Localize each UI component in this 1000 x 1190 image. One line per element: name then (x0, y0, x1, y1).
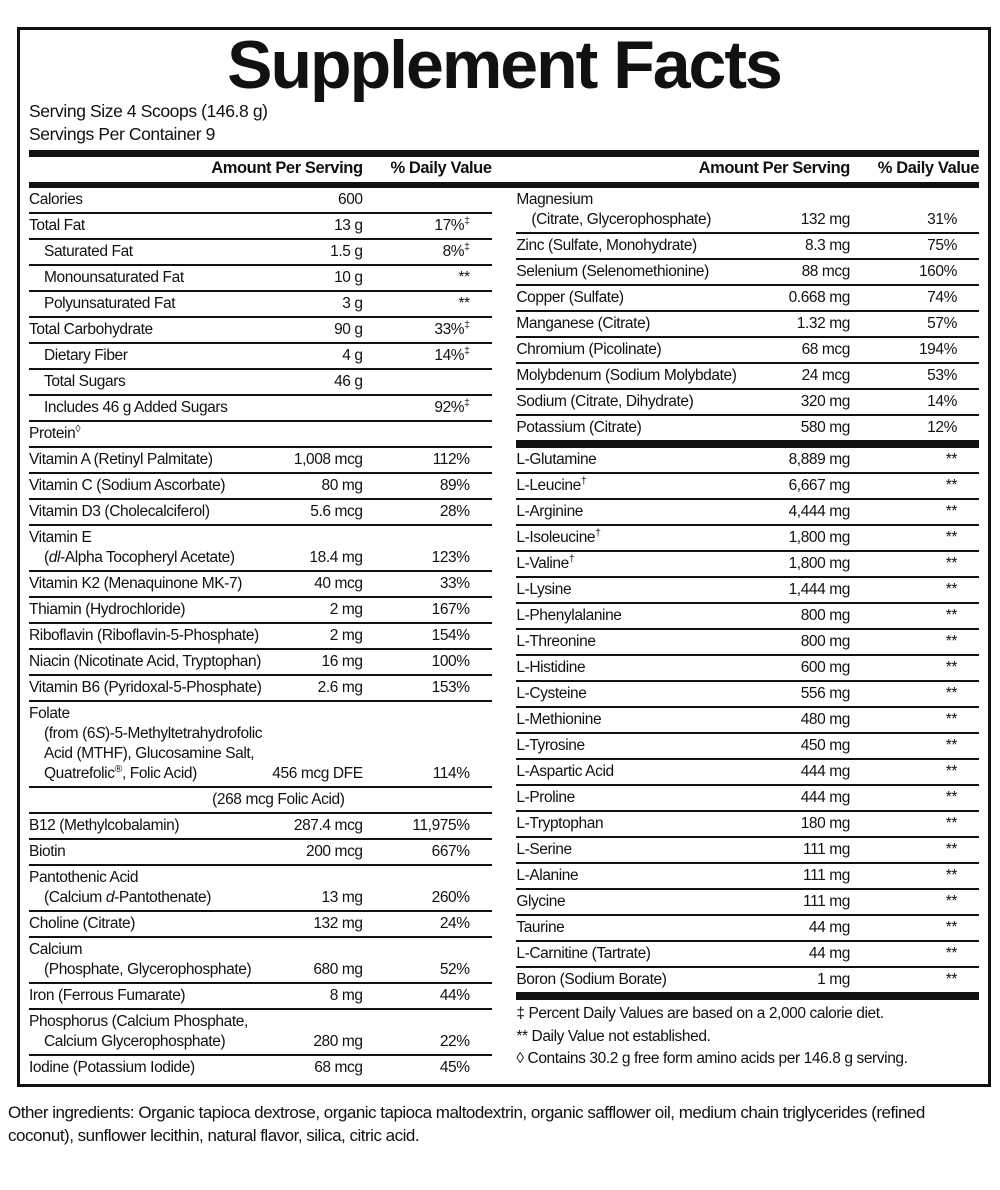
nutrient-name: Vitamin K2 (Menaquinone MK-7) (29, 575, 242, 592)
amount-per-serving-value: 4 g (342, 347, 363, 364)
daily-value-percent: ** (945, 737, 957, 754)
daily-value-percent: 160% (918, 263, 957, 280)
amount-per-serving-value: 68 mcg (314, 1059, 363, 1076)
nutrient-name: Phosphorus (Calcium Phosphate, Calcium Glycerophosphate) (29, 1013, 248, 1050)
amount-per-serving-value: 2 mg (329, 601, 363, 618)
amount-per-serving-value: 2 mg (329, 627, 363, 644)
daily-value-percent: 31% (927, 211, 957, 228)
divider-bar (516, 992, 979, 1000)
footnote-line: ‡ Percent Daily Values are based on a 2,000 calorie diet. (516, 1005, 884, 1022)
nutrient-row (516, 188, 979, 234)
amount-per-serving-value: 1 mg (817, 971, 850, 988)
amount-per-serving-value: 444 mg (800, 789, 850, 806)
column-headers (29, 159, 979, 182)
amount-per-serving-value: 46 g (334, 373, 363, 390)
nutrient-name: L-Proline (516, 789, 575, 806)
nutrient-row (516, 656, 979, 682)
nutrient-name: L-Isoleucine† (516, 526, 601, 546)
nutrient-name: Glycine (516, 893, 566, 910)
amount-per-serving-value: 0.668 mg (788, 289, 850, 306)
nutrient-name: L-Arginine (516, 503, 584, 520)
nutrient-name: L-Tryptophan (516, 815, 604, 832)
footnote-line: ** Daily Value not established. (516, 1027, 711, 1045)
nutrient-name: Pantothenic Acid (Calcium d-Pantothenate) (29, 869, 212, 906)
nutrient-name: Total Sugars (44, 373, 126, 390)
nutrient-name: Includes 46 g Added Sugars (44, 399, 228, 416)
nutrient-row (516, 312, 979, 338)
footnote-line: ◊ Contains 30.2 g free form amino acids per 146.8 g serving. (516, 1050, 908, 1067)
nutrient-name: Chromium (Picolinate) (516, 341, 662, 358)
amount-per-serving-header: Amount Per Serving (698, 159, 850, 177)
nutrient-row (516, 416, 979, 440)
nutrient-row (29, 370, 492, 396)
nutrient-row (29, 866, 492, 912)
nutrient-row (516, 260, 979, 286)
nutrient-row (516, 552, 979, 578)
daily-value-percent: 8%‡ (442, 240, 470, 260)
nutrient-name: L-Histidine (516, 659, 586, 676)
nutrient-row (29, 266, 492, 292)
nutrient-name: Folate (from (6S)-5-Methyltetrahydrofolic Acid (MTHF), Glucosamine Salt, Quatrefolic®, Folic Acid) (29, 705, 263, 782)
amount-per-serving-value: 450 mg (800, 737, 850, 754)
nutrient-name: Thiamin (Hydrochloride) (29, 601, 186, 618)
nutrient-row (516, 942, 979, 968)
nutrient-name: Vitamin D3 (Cholecalciferol) (29, 503, 210, 520)
nutrient-name: Monounsaturated Fat (44, 269, 184, 286)
panel-title: Supplement Facts (227, 27, 781, 103)
nutrient-name: L-Alanine (516, 867, 579, 884)
nutrient-row (29, 702, 492, 788)
daily-value-percent: ** (945, 893, 957, 910)
nutrient-row (29, 500, 492, 526)
nutrient-row (29, 474, 492, 500)
nutrient-name: Riboflavin (Riboflavin-5-Phosphate) (29, 627, 259, 644)
nutrient-row (29, 814, 492, 840)
amount-per-serving-value: 1,800 mg (788, 529, 850, 546)
amount-per-serving-value: 800 mg (800, 633, 850, 650)
nutrient-row (29, 984, 492, 1010)
nutrient-row (29, 526, 492, 572)
nutrient-name: Total Fat (29, 217, 85, 234)
amount-per-serving-value: 111 mg (803, 867, 850, 884)
nutrient-name: Vitamin A (Retinyl Palmitate) (29, 451, 213, 468)
nutrient-row (516, 578, 979, 604)
nutrient-row (516, 682, 979, 708)
nutrient-row (516, 760, 979, 786)
amount-per-serving-value: 68 mcg (801, 341, 850, 358)
nutrient-name: Vitamin C (Sodium Ascorbate) (29, 477, 226, 494)
daily-value-percent: 260% (431, 889, 470, 906)
daily-value-percent: 22% (439, 1033, 470, 1050)
amount-per-serving-value: 80 mg (321, 477, 363, 494)
nutrient-subnote-row: (268 mcg Folic Acid) (29, 788, 492, 814)
nutrient-row (516, 812, 979, 838)
nutrient-name: Protein◊ (29, 422, 81, 442)
nutrient-row (29, 598, 492, 624)
daily-value-percent: ** (945, 971, 957, 988)
nutrient-row (516, 526, 979, 552)
divider-bar (516, 440, 979, 448)
daily-value-percent: ** (945, 841, 957, 858)
nutrient-row (29, 318, 492, 344)
nutrient-name: Vitamin E (dl-Alpha Tocopheryl Acetate) (29, 529, 235, 566)
supplement-facts-panel (17, 27, 991, 1087)
nutrient-name: L-Serine (516, 841, 572, 858)
nutrient-row (516, 604, 979, 630)
daily-value-percent: 167% (431, 601, 470, 618)
nutrient-row (29, 344, 492, 370)
nutrient-row (29, 188, 492, 214)
nutrient-row (29, 214, 492, 240)
serving-size: Serving Size 4 Scoops (146.8 g) (29, 101, 268, 121)
nutrient-name: Calories (29, 191, 83, 208)
nutrient-name: Molybdenum (Sodium Molybdate) (516, 367, 737, 384)
amount-per-serving-value: 88 mcg (801, 263, 850, 280)
amount-per-serving-value: 5.6 mcg (310, 503, 363, 520)
nutrient-row (516, 286, 979, 312)
daily-value-header: % Daily Value (877, 159, 979, 177)
amount-per-serving-header: Amount Per Serving (211, 159, 363, 177)
nutrient-row (29, 1056, 492, 1080)
nutrient-row (516, 448, 979, 474)
daily-value-percent: ** (945, 477, 957, 494)
nutrient-name: L-Phenylalanine (516, 607, 622, 624)
nutrient-name: Boron (Sodium Borate) (516, 971, 667, 988)
daily-value-percent: 11,975% (412, 817, 470, 834)
nutrient-row (516, 916, 979, 942)
amount-per-serving-value: 4,444 mg (788, 503, 850, 520)
nutrient-name: Copper (Sulfate) (516, 289, 624, 306)
daily-value-header: % Daily Value (390, 159, 492, 177)
nutrient-name: Manganese (Citrate) (516, 315, 651, 332)
nutrient-row (29, 650, 492, 676)
footnotes (516, 1003, 979, 1071)
daily-value-percent: 14% (927, 393, 957, 410)
amount-per-serving-value: 44 mg (808, 919, 850, 936)
amount-per-serving-value: 444 mg (800, 763, 850, 780)
nutrient-name: B12 (Methylcobalamin) (29, 817, 180, 834)
nutrient-name: Vitamin B6 (Pyridoxal-5-Phosphate) (29, 679, 262, 696)
daily-value-percent: 44% (439, 987, 470, 1004)
amount-per-serving-value: 44 mg (808, 945, 850, 962)
nutrient-name: Zinc (Sulfate, Monohydrate) (516, 237, 697, 254)
daily-value-percent: 92%‡ (434, 396, 470, 416)
nutrient-row (516, 364, 979, 390)
amount-per-serving-value: 1,800 mg (788, 555, 850, 572)
amount-per-serving-value: 600 mg (800, 659, 850, 676)
daily-value-percent: 154% (431, 627, 470, 644)
left-column-header (29, 159, 492, 182)
nutrient-row (29, 1010, 492, 1056)
amount-per-serving-value: 24 mcg (801, 367, 850, 384)
daily-value-percent: 52% (439, 961, 470, 978)
nutrient-row (29, 840, 492, 866)
daily-value-percent: 114% (432, 765, 470, 782)
nutrient-row (29, 292, 492, 318)
nutrient-row (516, 234, 979, 260)
amount-per-serving-value: 580 mg (800, 419, 850, 436)
daily-value-percent: ** (945, 945, 957, 962)
daily-value-percent: 33%‡ (434, 318, 470, 338)
daily-value-percent: 12% (927, 419, 957, 436)
nutrient-name: Choline (Citrate) (29, 915, 136, 932)
nutrient-row (516, 838, 979, 864)
nutrient-row (516, 390, 979, 416)
daily-value-percent: 45% (439, 1059, 470, 1076)
amount-per-serving-value: 40 mcg (314, 575, 363, 592)
nutrient-name: L-Carnitine (Tartrate) (516, 945, 651, 962)
amount-per-serving-value: 320 mg (800, 393, 850, 410)
left-nutrient-column (29, 188, 492, 1080)
nutrient-row (516, 474, 979, 500)
nutrient-row (516, 338, 979, 364)
servings-per-container: Servings Per Container 9 (29, 124, 215, 144)
nutrient-name: Magnesium (Citrate, Glycerophosphate) (516, 191, 711, 228)
nutrient-name: Dietary Fiber (44, 347, 128, 364)
daily-value-percent: ** (458, 295, 470, 312)
amount-per-serving-value: 1,008 mcg (293, 451, 363, 468)
amount-per-serving-value: 13 mg (321, 889, 363, 906)
nutrient-name: Total Carbohydrate (29, 321, 153, 338)
amount-per-serving-value: 2.6 mg (317, 679, 363, 696)
nutrient-name: Calcium (Phosphate, Glycerophosphate) (29, 941, 252, 978)
daily-value-percent: ** (945, 555, 957, 572)
daily-value-percent: 57% (927, 315, 957, 332)
amount-per-serving-value: 680 mg (313, 961, 363, 978)
nutrient-name: Iron (Ferrous Fumarate) (29, 987, 186, 1004)
daily-value-percent: 75% (927, 237, 957, 254)
nutrient-name: Iodine (Potassium Iodide) (29, 1059, 195, 1076)
nutrient-name: Polyunsaturated Fat (44, 295, 176, 312)
daily-value-percent: ** (945, 503, 957, 520)
nutrient-row (516, 500, 979, 526)
nutrient-row (516, 734, 979, 760)
amount-per-serving-value: 13 g (334, 217, 363, 234)
right-nutrient-column (516, 188, 979, 1080)
nutrient-row (29, 912, 492, 938)
nutrient-name: L-Aspartic Acid (516, 763, 614, 780)
daily-value-percent: ** (945, 581, 957, 598)
amount-per-serving-value: 8,889 mg (788, 451, 850, 468)
daily-value-percent: 28% (439, 503, 470, 520)
daily-value-percent: ** (945, 711, 957, 728)
daily-value-percent: ** (458, 269, 470, 286)
amount-per-serving-value: 180 mg (800, 815, 850, 832)
nutrient-name: Selenium (Selenomethionine) (516, 263, 709, 280)
daily-value-percent: 100% (431, 653, 470, 670)
daily-value-percent: ** (945, 451, 957, 468)
nutrient-row (29, 240, 492, 266)
amount-per-serving-value: 200 mcg (305, 843, 363, 860)
nutrient-row (516, 708, 979, 734)
nutrient-row (29, 938, 492, 984)
daily-value-percent: 123% (431, 549, 470, 566)
daily-value-percent: 194% (918, 341, 957, 358)
nutrient-name: L-Tyrosine (516, 737, 585, 754)
nutrient-row (29, 676, 492, 702)
nutrient-row (516, 968, 979, 992)
nutrient-name: Biotin (29, 843, 66, 860)
amount-per-serving-value: 18.4 mg (309, 549, 363, 566)
daily-value-percent: 153% (431, 679, 470, 696)
nutrient-name: Sodium (Citrate, Dihydrate) (516, 393, 694, 410)
nutrient-columns (29, 188, 979, 1080)
nutrient-row (516, 786, 979, 812)
daily-value-percent: 33% (439, 575, 470, 592)
daily-value-percent: 53% (927, 367, 957, 384)
nutrient-row (29, 448, 492, 474)
amount-per-serving-value: 287.4 mcg (293, 817, 363, 834)
daily-value-percent: 14%‡ (434, 344, 470, 364)
daily-value-percent: 17%‡ (434, 214, 470, 234)
amount-per-serving-value: 8 mg (329, 987, 363, 1004)
nutrient-row (29, 396, 492, 422)
amount-per-serving-value: 90 g (334, 321, 363, 338)
amount-per-serving-value: 10 g (334, 269, 363, 286)
amount-per-serving-value: 800 mg (800, 607, 850, 624)
daily-value-percent: 112% (432, 451, 470, 468)
nutrient-name: Taurine (516, 919, 565, 936)
amount-per-serving-value: 1,444 mg (788, 581, 850, 598)
right-column-header (516, 159, 979, 182)
amount-per-serving-value: 280 mg (313, 1033, 363, 1050)
amount-per-serving-value: 456 mcg DFE (272, 765, 363, 782)
amount-per-serving-value: 111 mg (803, 893, 850, 910)
amount-per-serving-value: 480 mg (800, 711, 850, 728)
amount-per-serving-value: 1.5 g (330, 243, 363, 260)
nutrient-row (29, 422, 492, 448)
nutrient-name: L-Valine† (516, 552, 575, 572)
daily-value-percent: ** (945, 685, 957, 702)
daily-value-percent: ** (945, 633, 957, 650)
daily-value-percent: ** (945, 607, 957, 624)
amount-per-serving-value: 8.3 mg (805, 237, 850, 254)
nutrient-name: Potassium (Citrate) (516, 419, 642, 436)
daily-value-percent: ** (945, 815, 957, 832)
nutrient-name: L-Glutamine (516, 451, 597, 468)
amount-per-serving-value: 16 mg (321, 653, 363, 670)
daily-value-percent: 667% (431, 843, 470, 860)
daily-value-percent: ** (945, 789, 957, 806)
nutrient-name: Saturated Fat (44, 243, 133, 260)
amount-per-serving-value: 3 g (342, 295, 363, 312)
daily-value-percent: ** (945, 529, 957, 546)
daily-value-percent: ** (945, 659, 957, 676)
amount-per-serving-value: 132 mg (313, 915, 363, 932)
amount-per-serving-value: 600 (337, 191, 363, 208)
nutrient-row (29, 624, 492, 650)
daily-value-percent: ** (945, 867, 957, 884)
divider-bar-top (29, 150, 979, 157)
nutrient-name: L-Leucine† (516, 474, 587, 494)
nutrient-row (516, 864, 979, 890)
daily-value-percent: 89% (439, 477, 470, 494)
nutrient-name: L-Methionine (516, 711, 602, 728)
amount-per-serving-value: 132 mg (800, 211, 850, 228)
amount-per-serving-value: 1.32 mg (796, 315, 850, 332)
daily-value-percent: ** (945, 919, 957, 936)
nutrient-row (516, 890, 979, 916)
nutrient-name: L-Cysteine (516, 685, 587, 702)
amount-per-serving-value: 111 mg (803, 841, 850, 858)
nutrient-row (516, 630, 979, 656)
daily-value-percent: ** (945, 763, 957, 780)
daily-value-percent: 24% (439, 915, 470, 932)
nutrient-row (29, 572, 492, 598)
nutrient-name: L-Lysine (516, 581, 572, 598)
other-ingredients: Other ingredients: Organic tapioca dextrose, organic tapioca maltodextrin, organic safflower oil, medium chain triglycerides (refined coconut), sunflower lecithin, natural flavor, silica, citric acid. (8, 1103, 925, 1145)
nutrient-name: L-Threonine (516, 633, 596, 650)
nutrient-name: Niacin (Nicotinate Acid, Tryptophan) (29, 653, 261, 670)
daily-value-percent: 74% (927, 289, 957, 306)
amount-per-serving-value: 6,667 mg (788, 477, 850, 494)
amount-per-serving-value: 556 mg (800, 685, 850, 702)
